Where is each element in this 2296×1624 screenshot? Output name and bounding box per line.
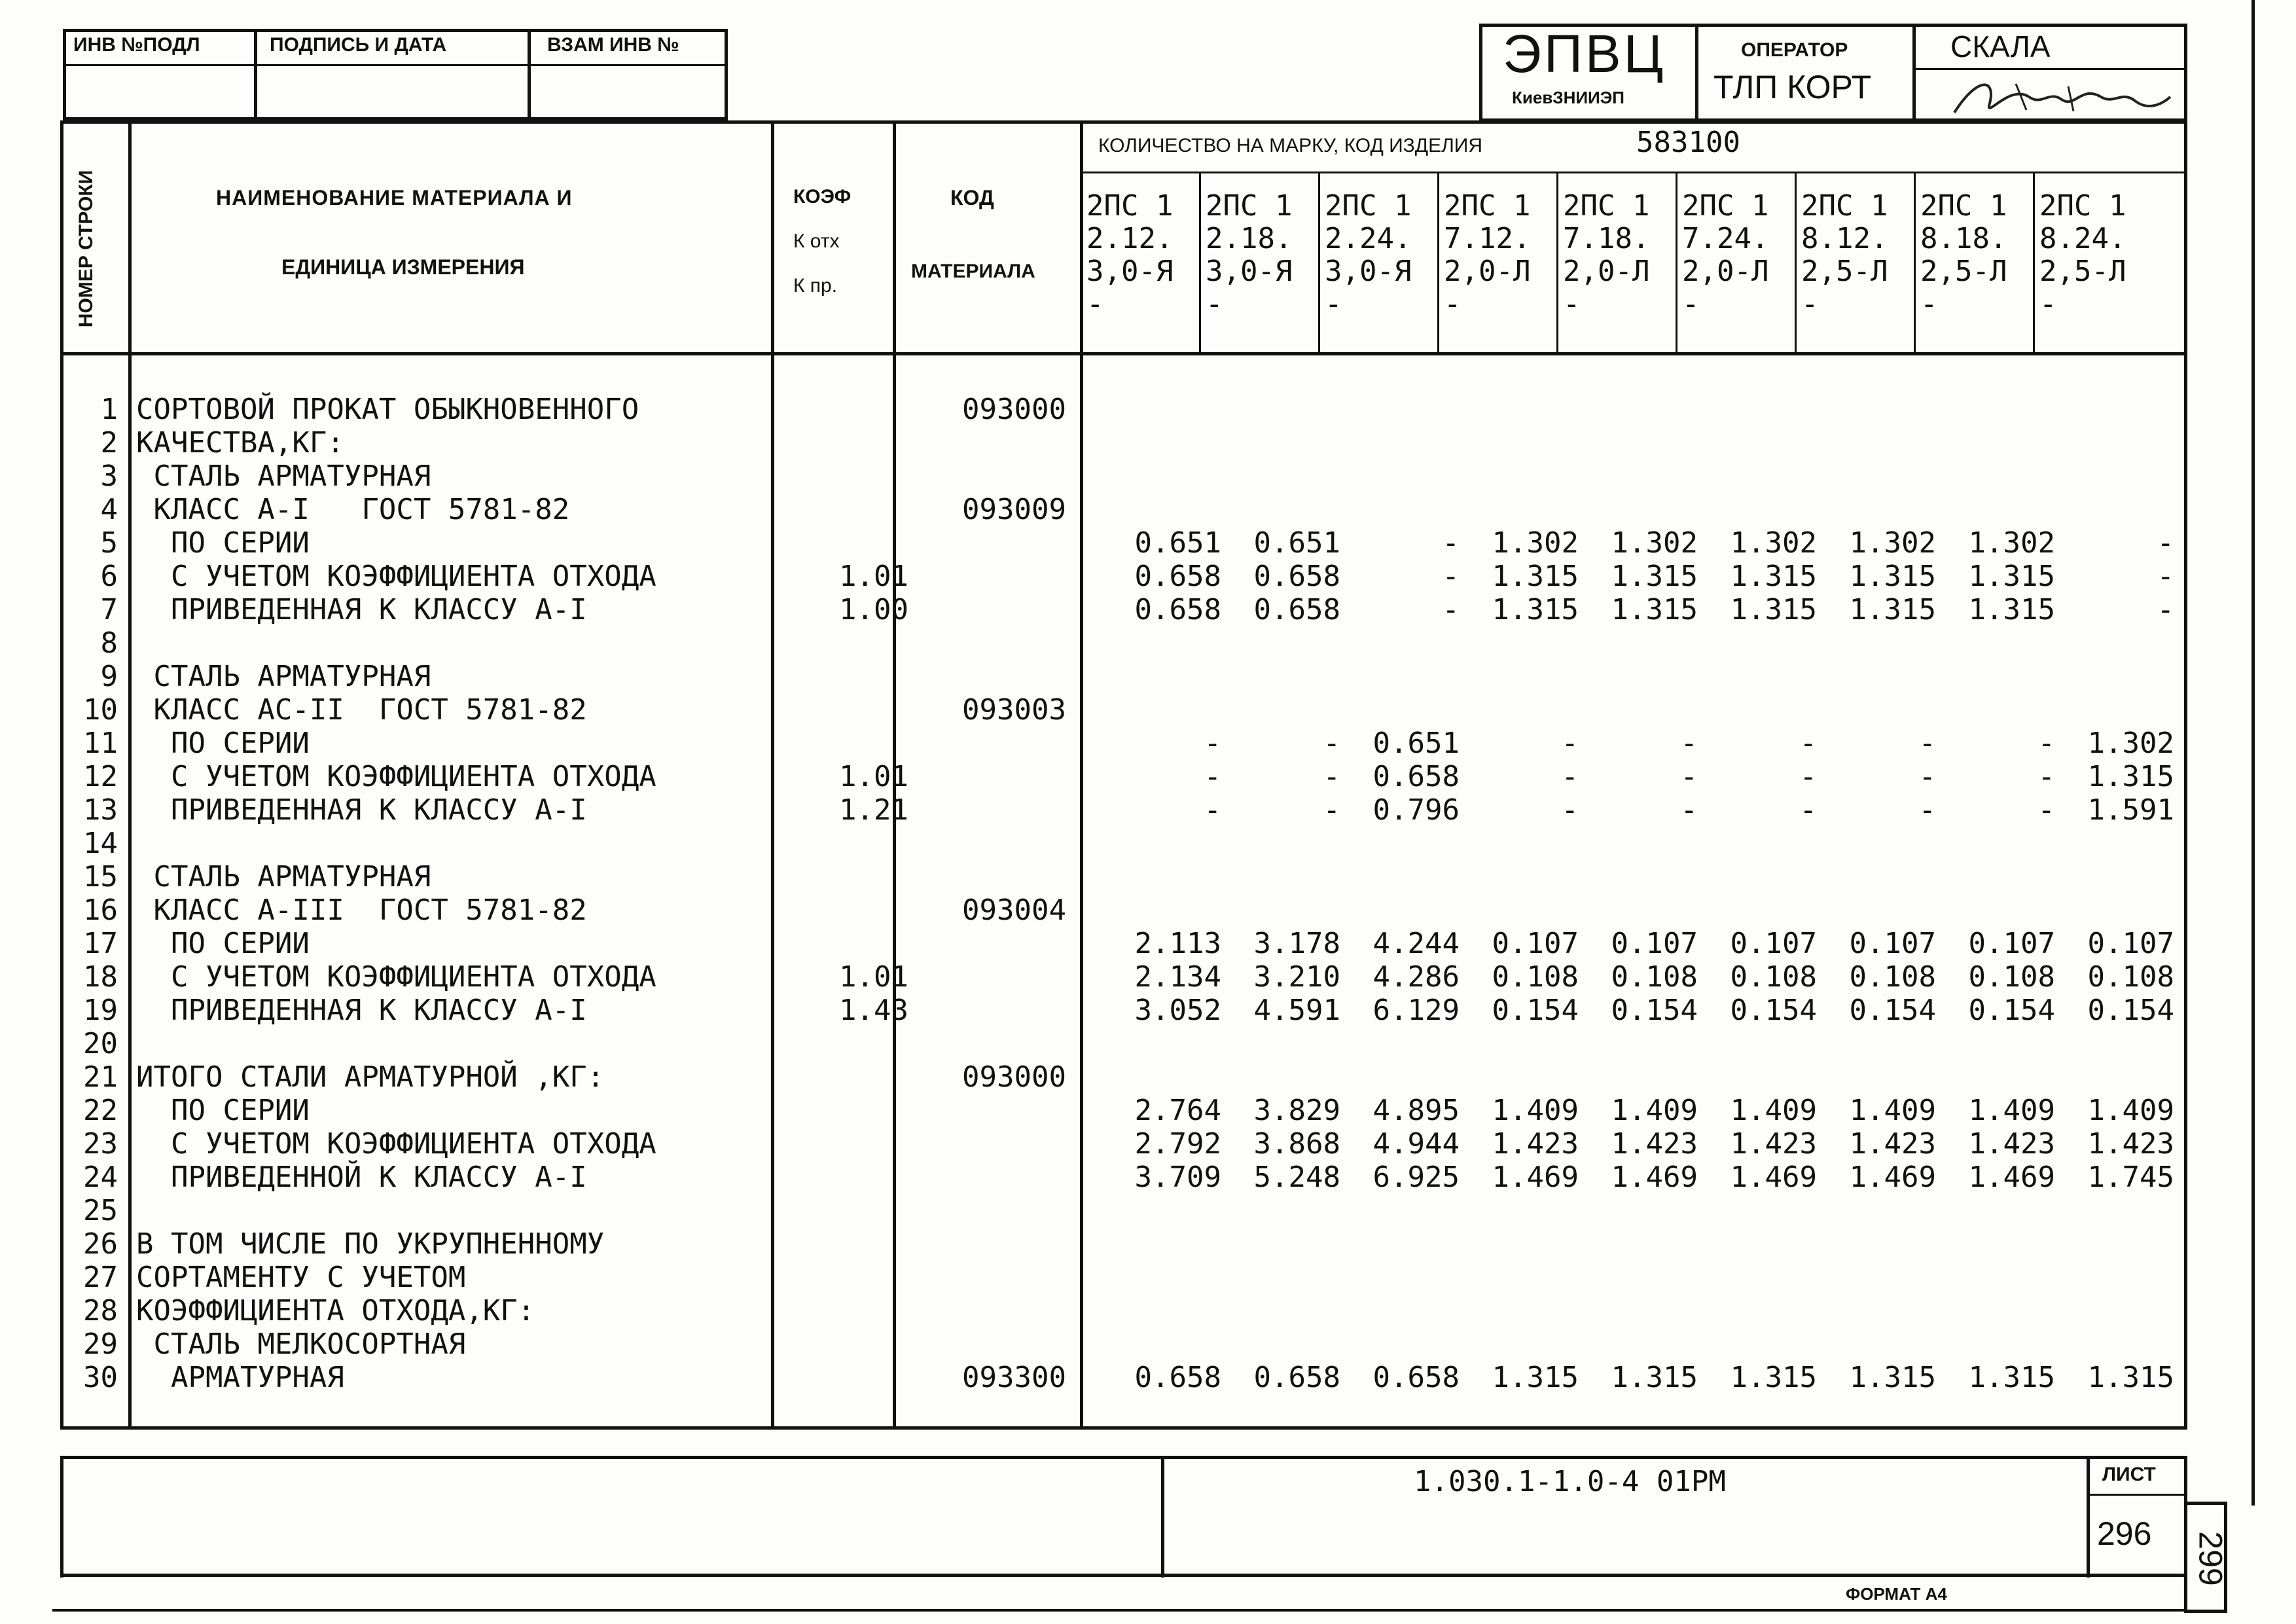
row-number: 10: [83, 693, 118, 727]
coefficient: 1.01: [839, 760, 908, 793]
mark-header-3: 2.24.: [1325, 222, 1412, 255]
mark-header-8: 2,5-Л: [1920, 255, 2007, 288]
quantity-cell: 1.302: [1968, 526, 2055, 560]
mark-header-7: 8.12.: [1801, 222, 1888, 255]
quantity-cell: 1.315: [1611, 593, 1698, 626]
material-name: С УЧЕТОМ КОЭФФИЦИЕНТА ОТХОДА: [136, 960, 656, 994]
material-name: СОРТОВОЙ ПРОКАТ ОБЫКНОВЕННОГО: [136, 393, 639, 426]
quantity-cell: 0.658: [1134, 560, 1221, 593]
mark-header-8: 8.18.: [1920, 222, 2007, 255]
row-number: 29: [83, 1327, 118, 1361]
row-number: 7: [100, 593, 118, 626]
coef-header-line1: КОЭФ: [793, 186, 852, 208]
row-number: 5: [100, 526, 118, 560]
mark-header-4: 2,0-Л: [1444, 255, 1531, 288]
mark-header-6: 2ПС 1: [1682, 189, 1769, 223]
quantity-cell: 0.658: [1372, 1361, 1460, 1394]
mark-header-2: -: [1206, 287, 1223, 321]
quantity-cell: 0.154: [1492, 994, 1579, 1027]
quantity-cell: 1.315: [1730, 593, 1817, 626]
quantity-cell: 1.302: [1730, 526, 1817, 560]
quantity-cell: 1.423: [1611, 1127, 1698, 1161]
quantity-cell: 0.107: [1611, 927, 1698, 960]
quantity-cell: 6.925: [1372, 1161, 1460, 1194]
quantity-cell: 1.409: [1968, 1094, 2055, 1127]
material-name: ПРИВЕДЕННАЯ К КЛАССУ А-I: [136, 994, 587, 1027]
quantity-cell: -: [1918, 727, 1936, 760]
quantity-cell: 4.286: [1372, 960, 1460, 994]
quantity-cell: 4.944: [1372, 1127, 1460, 1161]
mark-header-5: 7.18.: [1563, 222, 1650, 255]
quantity-cell: 1.423: [1968, 1127, 2055, 1161]
quantity-cell: -: [1680, 793, 1698, 827]
quantity-cell: 4.895: [1372, 1094, 1460, 1127]
quantity-cell: 3.210: [1253, 960, 1340, 994]
mark-header-3: 3,0-Я: [1325, 255, 1412, 288]
material-name: ИТОГО СТАЛИ АРМАТУРНОЙ ,КГ:: [136, 1060, 605, 1094]
quantity-cell: 0.154: [1730, 994, 1817, 1027]
quantity-cell: 1.745: [2087, 1161, 2174, 1194]
coefficient: 1.00: [839, 593, 908, 626]
quantity-cell: 1.302: [1849, 526, 1936, 560]
quantity-cell: -: [1561, 793, 1579, 827]
mark-header-1: 3,0-Я: [1086, 255, 1174, 288]
mark-header-7: 2,5-Л: [1801, 255, 1888, 288]
quantity-cell: 1.315: [1492, 560, 1579, 593]
org-subtitle: КиевЗНИИЭП: [1512, 88, 1624, 107]
coefficient: 1.01: [839, 560, 908, 593]
org-title: ЭПВЦ: [1503, 24, 1666, 84]
mark-header-9: 2ПС 1: [2039, 189, 2126, 223]
quantity-cell: 0.651: [1372, 727, 1460, 760]
quantity-cell: 1.469: [1849, 1161, 1936, 1194]
quantity-cell: 1.409: [1492, 1094, 1579, 1127]
quantity-cell: 3.052: [1134, 994, 1221, 1027]
mark-header-4: 2ПС 1: [1444, 189, 1531, 223]
quantity-cell: -: [1323, 727, 1340, 760]
quantity-cell: 4.591: [1253, 994, 1340, 1027]
quantity-cell: 1.423: [2087, 1127, 2174, 1161]
quantity-cell: 0.658: [1372, 760, 1460, 793]
quantity-cell: 0.107: [1849, 927, 1936, 960]
quantity-cell: 0.108: [1492, 960, 1579, 994]
row-number: 15: [83, 860, 118, 893]
row-number: 27: [83, 1261, 118, 1294]
mark-header-5: -: [1563, 287, 1581, 321]
quantity-cell: 0.658: [1134, 593, 1221, 626]
row-number: 6: [100, 560, 118, 593]
qty-header-label: КОЛИЧЕСТВО НА МАРКУ, КОД ИЗДЕЛИЯ: [1098, 135, 1483, 156]
mark-header-9: -: [2039, 287, 2057, 321]
side-number: 299: [2192, 1531, 2229, 1586]
skala-label: СКАЛА: [1950, 29, 2051, 63]
operator-value: ТЛП КОРТ: [1713, 69, 1872, 105]
coef-header-line2: К отх: [793, 230, 840, 252]
quantity-cell: 0.107: [1730, 927, 1817, 960]
quantity-cell: 0.108: [1849, 960, 1936, 994]
material-name: КЛАСС А-III ГОСТ 5781-82: [136, 893, 587, 927]
quantity-cell: -: [2157, 560, 2174, 593]
quantity-cell: 0.107: [1492, 927, 1579, 960]
row-number: 14: [83, 827, 118, 860]
quantity-cell: 1.423: [1849, 1127, 1936, 1161]
material-name: ПО СЕРИИ: [136, 1094, 310, 1127]
material-name: В ТОМ ЧИСЛЕ ПО УКРУПНЕННОМУ: [136, 1227, 605, 1261]
row-number: 19: [83, 994, 118, 1027]
quantity-cell: 0.658: [1253, 1361, 1340, 1394]
row-number: 30: [83, 1361, 118, 1394]
quantity-cell: 1.302: [2087, 727, 2174, 760]
quantity-cell: 1.302: [1492, 526, 1579, 560]
quantity-cell: -: [2037, 727, 2055, 760]
quantity-cell: -: [1799, 727, 1817, 760]
quantity-cell: 3.178: [1253, 927, 1340, 960]
row-number: 9: [100, 660, 118, 693]
mark-header-2: 2ПС 1: [1206, 189, 1293, 223]
material-code: 093003: [962, 693, 1066, 727]
quantity-cell: -: [1442, 593, 1460, 626]
quantity-cell: 0.108: [1968, 960, 2055, 994]
quantity-cell: 1.315: [2087, 1361, 2174, 1394]
quantity-cell: 0.154: [1611, 994, 1698, 1027]
sheet-label: ЛИСТ: [2102, 1464, 2156, 1485]
quantity-cell: -: [1323, 793, 1340, 827]
quantity-cell: 1.315: [1849, 560, 1936, 593]
signature-icon: [1950, 71, 2173, 124]
material-code: 093300: [962, 1361, 1066, 1394]
row-number: 24: [83, 1161, 118, 1194]
mark-header-1: -: [1086, 287, 1104, 321]
material-name: ПО СЕРИИ: [136, 526, 310, 560]
quantity-cell: 1.469: [1730, 1161, 1817, 1194]
code-header-line1: КОД: [950, 186, 994, 209]
format-label: ФОРМАТ А4: [1846, 1584, 1947, 1604]
quantity-cell: 1.409: [1611, 1094, 1698, 1127]
operator-label: ОПЕРАТОР: [1741, 39, 1848, 61]
mark-header-6: 2,0-Л: [1682, 255, 1769, 288]
quantity-cell: 1.469: [1611, 1161, 1698, 1194]
quantity-cell: -: [1442, 526, 1460, 560]
row-number: 17: [83, 927, 118, 960]
material-name: СТАЛЬ АРМАТУРНАЯ: [136, 460, 431, 493]
quantity-cell: 1.315: [1968, 593, 2055, 626]
quantity-cell: 1.315: [1492, 593, 1579, 626]
mark-header-2: 2.18.: [1206, 222, 1293, 255]
quantity-cell: -: [1204, 727, 1221, 760]
row-number: 16: [83, 893, 118, 927]
row-number-header: НОМЕР СТРОКИ: [75, 170, 97, 328]
row-number: 1: [100, 393, 118, 426]
quantity-cell: 4.244: [1372, 927, 1460, 960]
mark-header-9: 8.24.: [2039, 222, 2126, 255]
row-number: 28: [83, 1294, 118, 1327]
material-name: С УЧЕТОМ КОЭФФИЦИЕНТА ОТХОДА: [136, 760, 656, 793]
coef-header-line3: К пр.: [793, 275, 838, 297]
quantity-cell: 6.129: [1372, 994, 1460, 1027]
material-name: ПО СЕРИИ: [136, 727, 310, 760]
quantity-cell: -: [1680, 727, 1698, 760]
coefficient: 1.21: [839, 793, 908, 827]
material-name: СТАЛЬ АРМАТУРНАЯ: [136, 860, 431, 893]
quantity-cell: 1.591: [2087, 793, 2174, 827]
quantity-cell: 0.107: [1968, 927, 2055, 960]
coefficient: 1.01: [839, 960, 908, 994]
quantity-cell: 2.792: [1134, 1127, 1221, 1161]
quantity-cell: -: [2037, 760, 2055, 793]
quantity-cell: 5.248: [1253, 1161, 1340, 1194]
material-name: КЛАСС АС-II ГОСТ 5781-82: [136, 693, 587, 727]
material-code: 093000: [962, 1060, 1066, 1094]
quantity-cell: -: [2157, 593, 2174, 626]
quantity-cell: -: [1561, 760, 1579, 793]
material-code: 093000: [962, 393, 1066, 426]
name-header-line1: НАИМЕНОВАНИЕ МАТЕРИАЛА И: [216, 186, 573, 209]
quantity-cell: 0.651: [1134, 526, 1221, 560]
material-name: СТАЛЬ МЕЛКОСОРТНАЯ: [136, 1327, 466, 1361]
quantity-cell: -: [1799, 793, 1817, 827]
quantity-cell: 1.409: [1849, 1094, 1936, 1127]
quantity-cell: 1.315: [1730, 560, 1817, 593]
quantity-cell: -: [1561, 727, 1579, 760]
vzam-inv-label: ВЗАМ ИНВ №: [547, 34, 679, 56]
quantity-cell: 0.108: [2087, 960, 2174, 994]
quantity-cell: 0.658: [1134, 1361, 1221, 1394]
quantity-cell: 0.108: [1730, 960, 1817, 994]
row-number: 25: [83, 1194, 118, 1227]
quantity-cell: 1.409: [2087, 1094, 2174, 1127]
material-code: 093004: [962, 893, 1066, 927]
mark-header-7: -: [1801, 287, 1819, 321]
mark-header-1: 2.12.: [1086, 222, 1174, 255]
quantity-cell: -: [1799, 760, 1817, 793]
mark-header-8: -: [1920, 287, 1938, 321]
row-number: 18: [83, 960, 118, 994]
mark-header-6: -: [1682, 287, 1700, 321]
row-number: 20: [83, 1027, 118, 1060]
material-name: СТАЛЬ АРМАТУРНАЯ: [136, 660, 431, 693]
material-name: С УЧЕТОМ КОЭФФИЦИЕНТА ОТХОДА: [136, 1127, 656, 1161]
row-number: 23: [83, 1127, 118, 1161]
quantity-cell: 2.113: [1134, 927, 1221, 960]
quantity-cell: 1.302: [1611, 526, 1698, 560]
quantity-cell: -: [1918, 760, 1936, 793]
mark-header-2: 3,0-Я: [1206, 255, 1293, 288]
quantity-cell: 1.469: [1968, 1161, 2055, 1194]
quantity-cell: 0.658: [1253, 560, 1340, 593]
quantity-cell: 0.154: [1849, 994, 1936, 1027]
mark-header-7: 2ПС 1: [1801, 189, 1888, 223]
row-number: 13: [83, 793, 118, 827]
code-header-line2: МАТЕРИАЛА: [911, 261, 1035, 282]
quantity-cell: 1.315: [1492, 1361, 1579, 1394]
quantity-cell: 3.868: [1253, 1127, 1340, 1161]
mark-header-3: 2ПС 1: [1325, 189, 1412, 223]
mark-header-1: 2ПС 1: [1086, 189, 1174, 223]
mark-header-9: 2,5-Л: [2039, 255, 2126, 288]
material-name: СОРТАМЕНТУ С УЧЕТОМ: [136, 1261, 466, 1294]
quantity-cell: 1.409: [1730, 1094, 1817, 1127]
row-number: 21: [83, 1060, 118, 1094]
material-name: АРМАТУРНАЯ: [136, 1361, 344, 1394]
row-number: 2: [100, 426, 118, 460]
material-name: ПРИВЕДЕННАЯ К КЛАССУ А-I: [136, 593, 587, 626]
doc-code: 1.030.1-1.0-4 01PM: [1414, 1465, 1726, 1498]
quantity-cell: 0.651: [1253, 526, 1340, 560]
material-name: КАЧЕСТВА,КГ:: [136, 426, 344, 460]
quantity-cell: 3.829: [1253, 1094, 1340, 1127]
quantity-cell: 2.134: [1134, 960, 1221, 994]
material-name: ПРИВЕДЕННАЯ К КЛАССУ А-I: [136, 793, 587, 827]
row-number: 12: [83, 760, 118, 793]
quantity-cell: -: [1918, 793, 1936, 827]
quantity-cell: 1.315: [2087, 760, 2174, 793]
mark-header-8: 2ПС 1: [1920, 189, 2007, 223]
mark-header-4: -: [1444, 287, 1462, 321]
quantity-cell: -: [1442, 560, 1460, 593]
row-number: 22: [83, 1094, 118, 1127]
product-code: 583100: [1636, 126, 1740, 159]
quantity-cell: 0.154: [1968, 994, 2055, 1027]
quantity-cell: -: [2037, 793, 2055, 827]
quantity-cell: 1.315: [1968, 560, 2055, 593]
quantity-cell: 1.423: [1492, 1127, 1579, 1161]
row-number: 3: [100, 460, 118, 493]
mark-header-5: 2,0-Л: [1563, 255, 1650, 288]
podpis-data-label: ПОДПИСЬ И ДАТА: [270, 34, 447, 56]
quantity-cell: -: [2157, 526, 2174, 560]
mark-header-3: -: [1325, 287, 1342, 321]
material-code: 093009: [962, 493, 1066, 526]
quantity-cell: 1.315: [1730, 1361, 1817, 1394]
quantity-cell: 1.315: [1611, 560, 1698, 593]
quantity-cell: 1.315: [1611, 1361, 1698, 1394]
quantity-cell: 0.154: [2087, 994, 2174, 1027]
quantity-cell: 1.315: [1849, 593, 1936, 626]
row-number: 11: [83, 727, 118, 760]
row-number: 8: [100, 626, 118, 660]
quantity-cell: -: [1204, 793, 1221, 827]
quantity-cell: 1.423: [1730, 1127, 1817, 1161]
quantity-cell: 0.107: [2087, 927, 2174, 960]
quantity-cell: 0.108: [1611, 960, 1698, 994]
quantity-cell: -: [1323, 760, 1340, 793]
mark-header-5: 2ПС 1: [1563, 189, 1650, 223]
quantity-cell: 0.796: [1372, 793, 1460, 827]
material-name: ПО СЕРИИ: [136, 927, 310, 960]
row-number: 4: [100, 493, 118, 526]
mark-header-4: 7.12.: [1444, 222, 1531, 255]
mark-header-6: 7.24.: [1682, 222, 1769, 255]
quantity-cell: 1.315: [1968, 1361, 2055, 1394]
material-name: КОЭФФИЦИЕНТА ОТХОДА,КГ:: [136, 1294, 535, 1327]
quantity-cell: 2.764: [1134, 1094, 1221, 1127]
inv-podl-label: ИНВ №ПОДЛ: [73, 34, 200, 56]
quantity-cell: -: [1680, 760, 1698, 793]
quantity-cell: 0.658: [1253, 593, 1340, 626]
material-name: С УЧЕТОМ КОЭФФИЦИЕНТА ОТХОДА: [136, 560, 656, 593]
material-name: КЛАСС А-I ГОСТ 5781-82: [136, 493, 570, 526]
row-number: 26: [83, 1227, 118, 1261]
sheet-number: 296: [2097, 1515, 2152, 1552]
quantity-cell: 1.469: [1492, 1161, 1579, 1194]
material-name: ПРИВЕДЕННОЙ К КЛАССУ А-I: [136, 1161, 587, 1194]
quantity-cell: -: [1204, 760, 1221, 793]
quantity-cell: 3.709: [1134, 1161, 1221, 1194]
quantity-cell: 1.315: [1849, 1361, 1936, 1394]
coefficient: 1.43: [839, 994, 908, 1027]
name-header-line2: ЕДИНИЦА ИЗМЕРЕНИЯ: [281, 255, 525, 279]
